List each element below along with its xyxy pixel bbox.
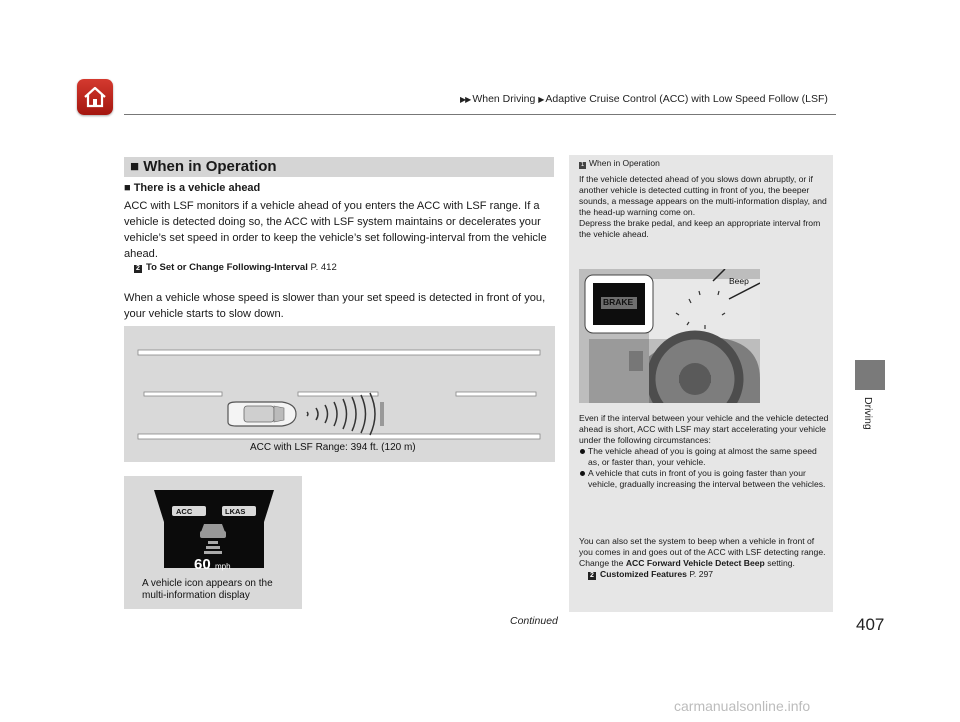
note-paragraph: You can also set the system to beep when a vehicle in front of you comes in and goes out of the ACC with LSF detecting range. Change the ACC Forward Vehicle Detect Beep setting. 2 Customized Features P. 297 bbox=[579, 536, 829, 580]
list-item: A vehicle that cuts in front of you is going faster than your vehicle, gradually increasing the interval between the vehicles. bbox=[579, 468, 829, 490]
breadcrumb-arrow-icon: ▶▶ bbox=[460, 95, 471, 104]
figure-caption: A vehicle icon appears on the multi-information display bbox=[142, 578, 273, 601]
body-paragraph: When a vehicle whose speed is slower than your set speed is detected in front of you, your vehicle starts to slow down. bbox=[124, 292, 546, 320]
lkas-indicator: LKAS bbox=[225, 507, 246, 516]
bullet-list bbox=[579, 446, 829, 490]
beep-label: Beep bbox=[729, 276, 749, 286]
cross-reference-link[interactable]: 2 Customized Features P. 297 bbox=[588, 569, 829, 580]
brake-warning-label: BRAKE bbox=[603, 297, 634, 307]
dashboard-illustration bbox=[579, 269, 760, 403]
xref-arrow-icon: 2 bbox=[588, 572, 596, 580]
section-title: ■ When in Operation bbox=[130, 158, 277, 175]
cross-reference-link[interactable]: 2 To Set or Change Following-Interval P. 412 bbox=[134, 262, 337, 273]
header-divider bbox=[124, 114, 836, 115]
mid-illustration bbox=[124, 476, 302, 609]
continued-label: Continued bbox=[510, 615, 558, 627]
radar-waves bbox=[307, 393, 375, 435]
section-heading-bar bbox=[124, 157, 554, 177]
dashboard-graphic bbox=[579, 269, 760, 403]
home-icon bbox=[82, 84, 108, 110]
vehicle-icon bbox=[228, 402, 296, 426]
speed-unit: mph bbox=[215, 562, 231, 571]
chapter-label: Driving bbox=[862, 397, 874, 430]
speed-readout: 60 bbox=[194, 556, 211, 573]
subheading: ■ There is a vehicle ahead bbox=[124, 182, 261, 194]
list-item: The vehicle ahead of you is going at almost the same speed as, or faster than, your vehicle. bbox=[579, 446, 829, 468]
breadcrumb-item[interactable]: When Driving bbox=[472, 93, 536, 105]
acc-range-illustration bbox=[124, 326, 555, 462]
figure-caption: ACC with LSF Range: 394 ft. (120 m) bbox=[250, 442, 416, 453]
note-paragraph: If the vehicle detected ahead of you slows down abruptly, or if another vehicle is detected cutting in front of you, the beeper sounds, a message appears on the multi-information display, and the head-up warning come on. Depress the brake pedal, and keep an appropriate interval from the vehicle ahead. bbox=[579, 174, 827, 239]
watermark: carmanualsonline.info bbox=[674, 698, 811, 714]
note-paragraph: Even if the interval between your vehicle and the vehicle detected ahead is short, ACC with LSF may start accelerating your vehicle under the following circumstances: The vehicle ahead of you is going at almost the same speed as, or faster than, your vehicle. A vehicle that cuts in front of you is going faster than your vehicle, gradually increasing the interval between the vehicles. bbox=[579, 413, 829, 489]
home-button[interactable] bbox=[77, 79, 113, 115]
page-number: 407 bbox=[856, 615, 885, 634]
note-icon: 1 bbox=[580, 162, 585, 168]
breadcrumb-item[interactable]: Adaptive Cruise Control (ACC) with Low Speed Follow (LSF) bbox=[545, 93, 828, 105]
acc-indicator: ACC bbox=[176, 507, 193, 516]
breadcrumb-arrow-icon: ▶ bbox=[538, 95, 544, 104]
xref-arrow-icon: 2 bbox=[134, 265, 142, 273]
breadcrumb bbox=[460, 93, 828, 105]
body-paragraph: ACC with LSF monitors if a vehicle ahead of you enters the ACC with LSF range. If a vehicle is detected doing so, the ACC with LSF system maintains or decelerates your vehicle’s set speed in order to keep the vehicle’s set following-interval from the vehicle ahead. bbox=[124, 200, 547, 260]
vehicle-icon bbox=[200, 524, 226, 538]
chapter-tab[interactable] bbox=[855, 360, 885, 390]
note-heading: 1 When in Operation bbox=[580, 158, 660, 168]
note-panel bbox=[569, 155, 833, 612]
